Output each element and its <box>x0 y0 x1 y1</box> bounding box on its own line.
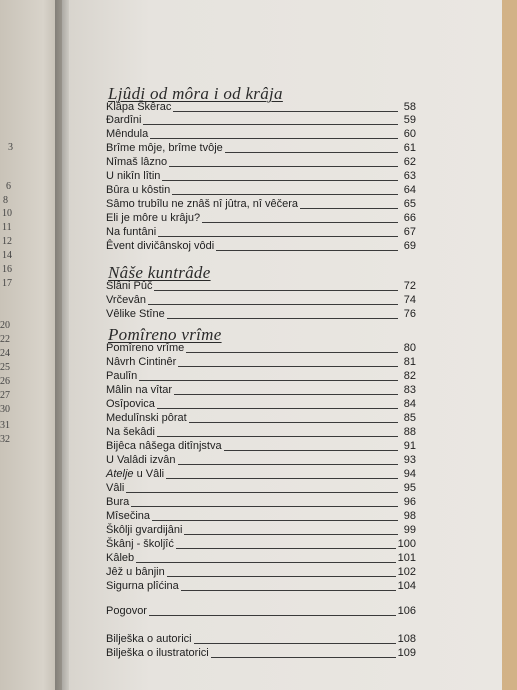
leader-line <box>131 506 398 507</box>
left-page-number: 12 <box>2 236 12 247</box>
leader-line <box>157 408 398 409</box>
toc-entry[interactable]: Bura 96 <box>106 496 416 508</box>
left-page-number: 16 <box>2 264 12 275</box>
left-page-number: 20 <box>0 320 10 331</box>
left-page-number: 10 <box>2 208 12 219</box>
toc-entry[interactable]: Mîsečina 98 <box>106 510 416 522</box>
toc-entry[interactable]: Bilješka o ilustratorici 109 <box>106 647 416 659</box>
leader-line <box>166 478 398 479</box>
leader-line <box>126 492 398 493</box>
toc-entry[interactable]: Kâleb 101 <box>106 552 416 564</box>
left-page-number: 31 <box>0 420 10 431</box>
leader-line <box>178 366 398 367</box>
leader-line <box>176 548 396 549</box>
left-page-number: 32 <box>0 434 10 445</box>
toc-entry[interactable]: Bijêca nâšega ditînjstva 91 <box>106 440 416 452</box>
toc-entry[interactable]: Škôlji gvardijâni 99 <box>106 524 416 536</box>
toc-entry[interactable]: Nâvrh Cintinêr 81 <box>106 356 416 368</box>
toc-entry[interactable]: Pogovor 106 <box>106 605 416 617</box>
leader-line <box>300 208 398 209</box>
toc-entry[interactable]: Pomîreno vrîme 80 <box>106 342 416 354</box>
leader-line <box>143 124 398 125</box>
toc-entry[interactable]: Brîme môje, brîme tvôje 61 <box>106 142 416 154</box>
toc-entry[interactable]: Vêlike Stîne 76 <box>106 308 416 320</box>
toc-entry[interactable]: Mêndula 60 <box>106 128 416 140</box>
toc-entry[interactable]: U nikîn lîtin 63 <box>106 170 416 182</box>
left-page-number: 6 <box>6 181 11 192</box>
leader-line <box>149 615 396 616</box>
leader-line <box>158 236 398 237</box>
left-page-number: 30 <box>0 404 10 415</box>
left-page-edge <box>0 0 62 690</box>
toc-entry[interactable]: Medulînski pôrat 85 <box>106 412 416 424</box>
leader-line <box>154 290 398 291</box>
leader-line <box>148 304 398 305</box>
leader-line <box>162 180 398 181</box>
toc-entry[interactable]: Paulîn 82 <box>106 370 416 382</box>
toc-entry[interactable]: Jêž u bânjin 102 <box>106 566 416 578</box>
leader-line <box>136 562 396 563</box>
toc-entry[interactable]: Nîmaš lâzno 62 <box>106 156 416 168</box>
leader-line <box>224 450 398 451</box>
toc-entry[interactable]: Klâpa Škêrac 58 <box>106 101 416 113</box>
book-gutter <box>55 0 69 690</box>
toc-entry[interactable]: Osîpovica 84 <box>106 398 416 410</box>
toc-entry[interactable]: Đardîni 59 <box>106 114 416 126</box>
leader-line <box>181 590 396 591</box>
leader-line <box>186 352 398 353</box>
toc-entry[interactable]: Bûra u kôstin 64 <box>106 184 416 196</box>
toc-entry[interactable]: Sigurna plîćina 104 <box>106 580 416 592</box>
leader-line <box>184 534 398 535</box>
toc-entry[interactable]: Mâlin na vîtar 83 <box>106 384 416 396</box>
leader-line <box>169 166 398 167</box>
left-page-number: 3 <box>8 142 13 153</box>
toc-entry[interactable]: Slâni Pûč 72 <box>106 280 416 292</box>
leader-line <box>189 422 398 423</box>
left-page-number: 27 <box>0 390 10 401</box>
section-title: Ljûdi od môra i od krâja <box>108 84 283 103</box>
toc-entry[interactable]: Vâli 95 <box>106 482 416 494</box>
left-page-number: 11 <box>2 222 12 233</box>
toc-entry[interactable]: Bilješka o autorici 108 <box>106 633 416 645</box>
toc-entry[interactable]: Eli je môre u krâju? 66 <box>106 212 416 224</box>
leader-line <box>216 250 398 251</box>
leader-line <box>139 380 398 381</box>
toc-entry[interactable]: Atelje u Vâli 94 <box>106 468 416 480</box>
leader-line <box>167 318 398 319</box>
left-page-number: 25 <box>0 362 10 373</box>
left-page-number: 17 <box>2 278 12 289</box>
toc-entry[interactable]: Vrčevân 74 <box>106 294 416 306</box>
leader-line <box>178 464 399 465</box>
leader-line <box>150 138 398 139</box>
toc-entry[interactable]: Êvent divičânskoj vôdi 69 <box>106 240 416 252</box>
leader-line <box>194 643 396 644</box>
leader-line <box>174 394 398 395</box>
leader-line <box>172 194 398 195</box>
section-title: Nâše kuntrâde <box>108 263 211 282</box>
toc-entry[interactable]: Sâmo trubîlu ne znâš nî jûtra, nî vêčera 65 <box>106 198 416 210</box>
leader-line <box>167 576 396 577</box>
leader-line <box>173 111 398 112</box>
leader-line <box>225 152 398 153</box>
toc-entry[interactable]: Škânj - školjîć 100 <box>106 538 416 550</box>
leader-line <box>202 222 398 223</box>
left-page-number: 8 <box>3 195 8 206</box>
leader-line <box>211 657 396 658</box>
toc-entry[interactable]: Na šekâdi 88 <box>106 426 416 438</box>
leader-line <box>152 520 398 521</box>
section-title: Pomîreno vrîme <box>108 325 222 344</box>
left-page-number: 14 <box>2 250 12 261</box>
left-page-number: 24 <box>0 348 10 359</box>
toc-entry[interactable]: U Valâdi izvân 93 <box>106 454 416 466</box>
leader-line <box>157 436 398 437</box>
left-page-number: 22 <box>0 334 10 345</box>
left-page-number: 26 <box>0 376 10 387</box>
toc-entry[interactable]: Na funtâni 67 <box>106 226 416 238</box>
